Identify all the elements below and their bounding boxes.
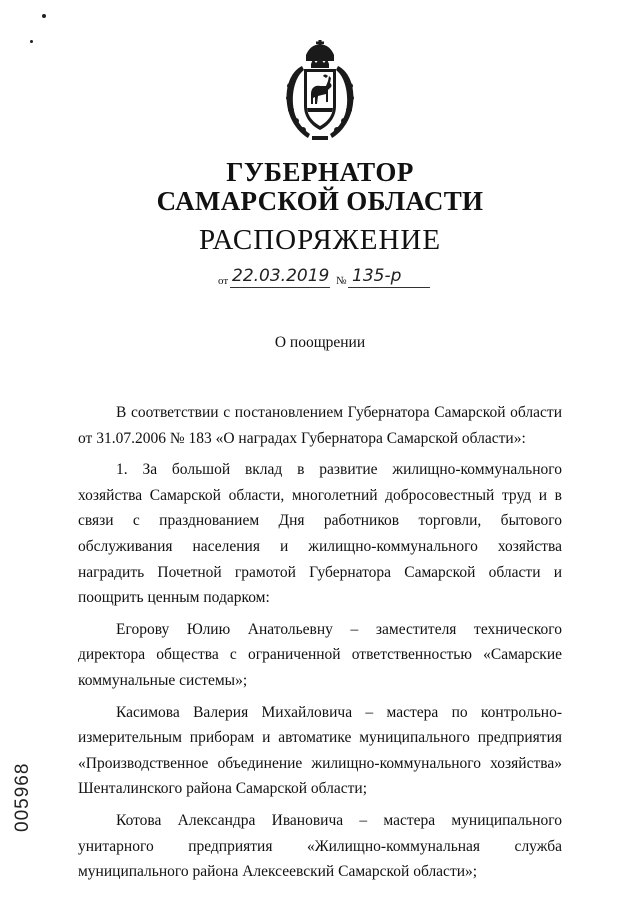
scan-speck [30,40,33,43]
body-paragraph: В соответствии с постановлением Губернатора Самарской области от 31.07.2006 № 183 «О наградах Губернатора Самарской области»: [78,404,562,447]
date-number-line [218,266,438,290]
number-underline [348,287,430,288]
body-paragraph: Котова Александра Ивановича – мастера муниципального унитарного предприятия «Жилищно-коммунальная служба муниципального района Алексеевский Самарской области»; [78,811,562,881]
body-paragraph: 1. За большой вклад в развитие жилищно-коммунального хозяйства Самарской области, многолетний добросовестный труд и в связи с празднованием Дня работников торговли, бытового обслуживания населения и жилищно-коммунального хозяйства наградить Почетной грамотой Губернатора Самарской области и поощрить ценным подарком: [78,461,562,607]
date-from-label: от [218,275,229,287]
date-underline [230,287,330,288]
issuer-title-line2: САМАРСКОЙ ОБЛАСТИ [156,186,484,216]
handwritten-number: 135-р [352,266,402,286]
body-paragraph: Егорову Юлию Анатольевну – заместителя технического директора общества с ограниченной ответственностью «Самарские коммунальные системы»; [78,620,562,689]
samara-region-coat-of-arms-icon [282,40,358,144]
scan-speck [42,14,46,18]
document-type-title: РАСПОРЯЖЕНИЕ [198,224,442,256]
document-subject: О поощрении [274,334,366,351]
issuer-title-line1: ГУБЕРНАТОР [226,157,414,187]
number-label: № [336,275,347,287]
handwritten-date: 22.03.2019 [232,266,330,286]
body-paragraph: Касимова Валерия Михайловича – мастера по контрольно-измерительным приборам и автоматике муниципального предприятия «Производственное объединение жилищно-коммунального хозяйства» Шенталинского района Самарской области; [78,703,562,798]
document-body [78,400,562,891]
side-serial-number: 005968 [12,762,33,832]
